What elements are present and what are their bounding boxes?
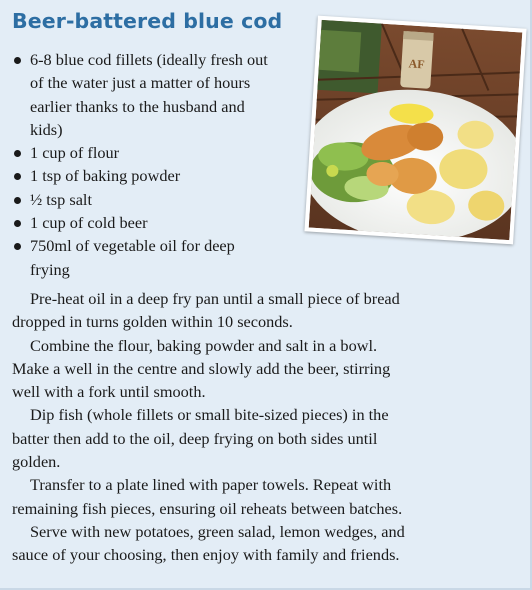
- method-step: [12, 334, 524, 404]
- step-text: Transfer to a plate lined with paper towels. Repeat with: [30, 475, 392, 495]
- ingredient-item: [0, 211, 300, 234]
- step-text: Serve with new potatoes, green salad, lemon wedges, and: [30, 521, 405, 541]
- ingredient-text: 1 cup of cold beer: [30, 213, 148, 233]
- ingredient-text: of the water just a matter of hours: [30, 73, 251, 93]
- recipe-title: Beer-battered blue cod: [12, 9, 283, 33]
- ingredients-list: [0, 48, 300, 281]
- step-text: remaining fish pieces, ensuring oil reheats between batches.: [12, 498, 403, 518]
- bullet-icon: [14, 150, 21, 157]
- ingredient-item: [0, 48, 300, 141]
- ingredient-text: 1 cup of flour: [30, 143, 120, 163]
- method-step: [12, 520, 524, 567]
- ingredient-item: [0, 188, 300, 211]
- ingredient-text: 750ml of vegetable oil for deep: [30, 236, 235, 256]
- ingredient-text: 1 tsp of baking powder: [30, 166, 181, 186]
- ingredient-text: kids): [30, 119, 63, 139]
- step-text: Pre-heat oil in a deep fry pan until a small piece of bread: [30, 289, 400, 308]
- bullet-icon: [14, 243, 21, 250]
- recipe-photo: [304, 16, 526, 245]
- step-text: golden.: [12, 452, 61, 472]
- ingredient-item: [0, 141, 300, 164]
- step-text: batter then add to the oil, deep frying on both sides until: [12, 428, 378, 448]
- bullet-icon: [14, 197, 21, 204]
- step-text: sauce of your choosing, then enjoy with family and friends.: [12, 545, 400, 565]
- bullet-icon: [14, 57, 21, 64]
- method-steps: [12, 287, 524, 567]
- step-text: Make a well in the centre and slowly add the beer, stirring: [12, 358, 391, 378]
- method-step: [12, 473, 524, 520]
- step-text: Dip fish (whole fillets or small bite-sized pieces) in the: [30, 405, 389, 425]
- ingredient-item: [0, 234, 300, 281]
- step-text: dropped in turns golden within 10 seconds.: [12, 312, 293, 332]
- bullet-icon: [14, 173, 21, 180]
- ingredient-text: earlier thanks to the husband and: [30, 96, 245, 116]
- fish-and-chips-photo: [309, 20, 523, 240]
- method-step: [12, 287, 524, 334]
- ingredient-text: frying: [30, 259, 70, 279]
- bullet-icon: [14, 220, 21, 227]
- can-label: AF: [408, 56, 426, 72]
- method-step: [12, 403, 524, 473]
- step-text: Combine the flour, baking powder and salt in a bowl.: [30, 335, 378, 355]
- step-text: well with a fork until smooth.: [12, 382, 206, 402]
- ingredient-text: ½ tsp salt: [30, 189, 92, 209]
- ingredient-text: 6-8 blue cod fillets (ideally fresh out: [30, 50, 268, 69]
- ingredient-item: [0, 164, 300, 187]
